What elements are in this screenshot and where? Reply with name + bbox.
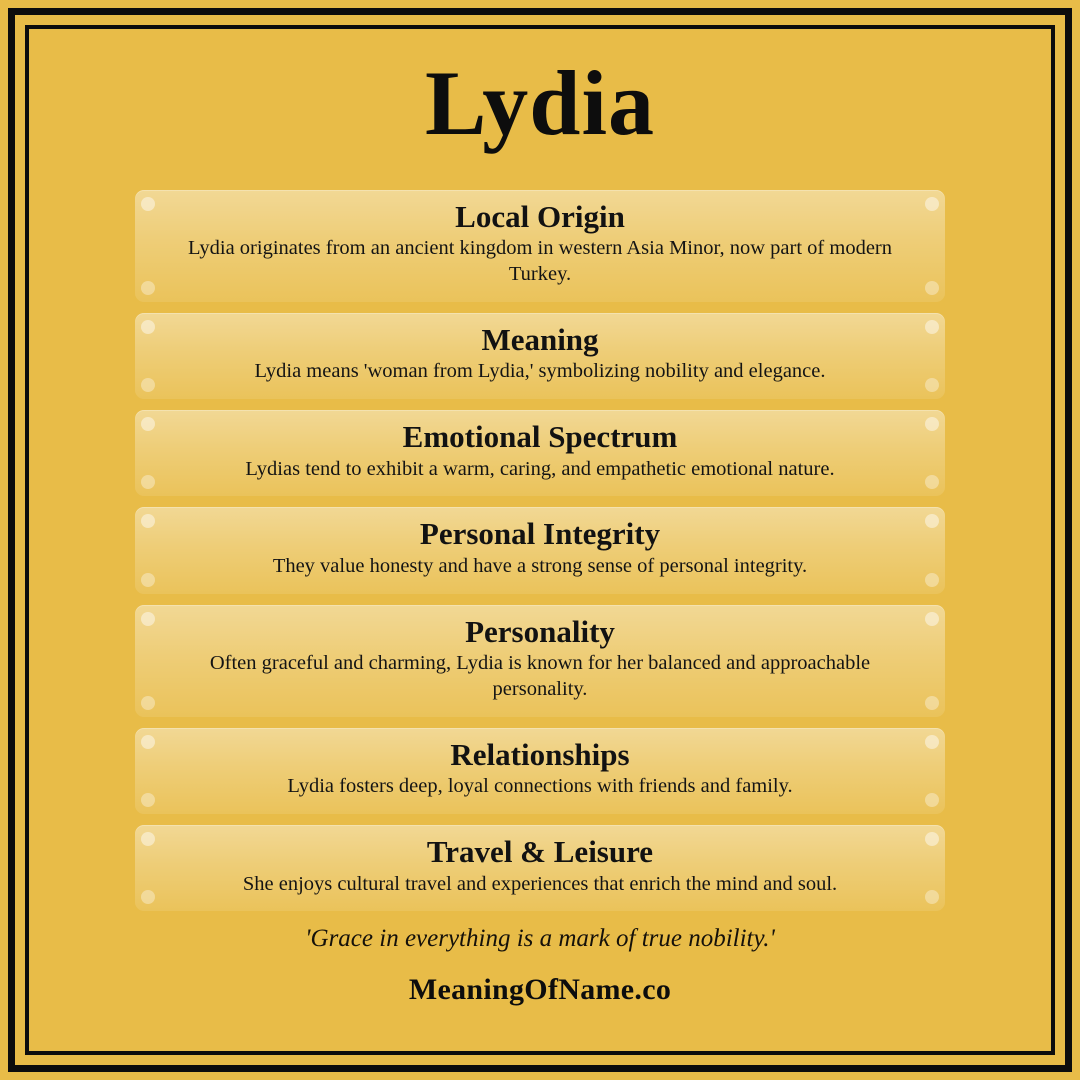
section-heading: Emotional Spectrum <box>402 418 678 454</box>
band-nub-bottom-right <box>925 475 939 489</box>
quote-text: 'Grace in everything is a mark of true nobility.' <box>305 925 775 952</box>
section-emotional-spectrum <box>135 410 945 496</box>
section-body: Lydias tend to exhibit a warm, caring, and empathetic emotional nature. <box>245 457 835 480</box>
band-nub-bottom-left <box>141 890 155 904</box>
section-local-origin <box>135 190 945 302</box>
section-body: Lydia originates from an ancient kingdom in western Asia Minor, now part of modern Turkey. <box>188 237 892 285</box>
band-nub-bottom-left <box>141 696 155 710</box>
band-nub-bottom-left <box>141 793 155 807</box>
band-nub-bottom-right <box>925 281 939 295</box>
brand-name: MeaningOfName.co <box>408 973 672 1006</box>
section-heading: Meaning <box>481 321 599 357</box>
band-nub-bottom-right <box>925 696 939 710</box>
footer <box>57 925 1023 1033</box>
section-body: They value honesty and have a strong sense of personal integrity. <box>272 554 808 577</box>
outer-border <box>8 8 1072 1072</box>
section-personality <box>135 605 945 717</box>
section-heading: Personality <box>465 613 615 649</box>
section-relationships <box>135 728 945 814</box>
band-nub-bottom-right <box>925 793 939 807</box>
sections-list <box>57 190 1023 912</box>
section-body: She enjoys cultural travel and experiences that enrich the mind and soul. <box>242 872 838 895</box>
band-nub-bottom-right <box>925 378 939 392</box>
section-body: Lydia fosters deep, loyal connections with friends and family. <box>287 775 793 798</box>
band-nub-bottom-left <box>141 573 155 587</box>
band-nub-bottom-left <box>141 378 155 392</box>
section-body: Often graceful and charming, Lydia is known for her balanced and approachable personality. <box>209 652 871 700</box>
band-nub-bottom-right <box>925 573 939 587</box>
section-meaning <box>135 313 945 399</box>
page-title: Lydia <box>424 52 655 154</box>
section-heading: Personal Integrity <box>419 516 661 552</box>
inner-border <box>25 25 1055 1055</box>
section-body: Lydia means 'woman from Lydia,' symbolizing nobility and elegance. <box>254 360 826 383</box>
band-nub-bottom-left <box>141 475 155 489</box>
section-heading: Local Origin <box>455 198 625 234</box>
section-travel-and-leisure <box>135 825 945 911</box>
section-heading: Relationships <box>450 736 630 772</box>
band-nub-bottom-right <box>925 890 939 904</box>
section-personal-integrity <box>135 507 945 593</box>
section-heading: Travel & Leisure <box>426 833 654 869</box>
band-nub-bottom-left <box>141 281 155 295</box>
